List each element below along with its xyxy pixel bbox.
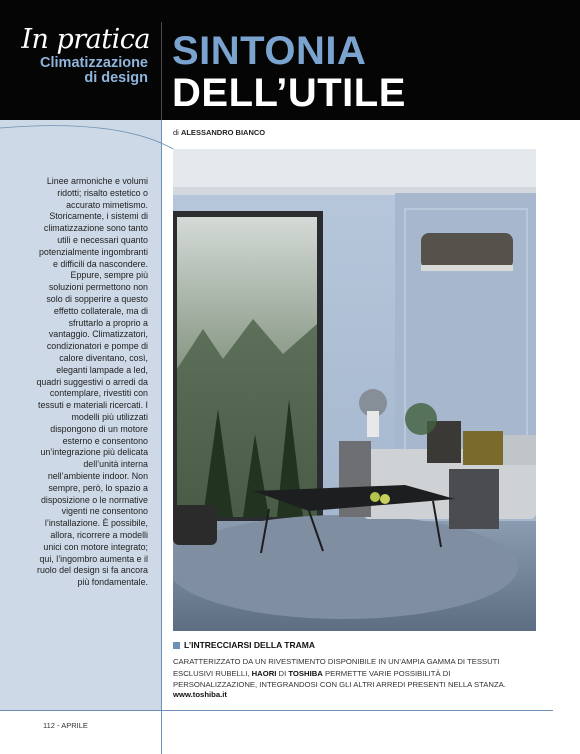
article-body: Linee armoniche e volumi ridotti; risalto estetico o accurato mimetismo. Storicamente, i sistemi di climatizzazione sono tanto utili e necessari quanto potenzialmente ingombranti e difficili da nascondere. Eppure, sempre più soluzioni permettono non solo di sopperire a questo effetto collaterale, ma di sfruttarlo a proprio a vantaggio. Climatizzatori, condizionatori e pompe di calore diventano, così, eleganti lampade a led, quadri suggestivi o arredi da contemplare, rivestiti con tessuti e materiali ricercati. I modelli più utilizzati dispongono di un motore esterno e consentono un’integrazione più delicata dell’unità interna nell’ambiente indoor. Non sempre, però, lo spazio a disposizione o le normative vigenti ne consentono l’installazione. È possibile, allora, ricorrere a modelli unici con motore integrato; qui, l’ingombro aumenta e il ruolo del design si fa ancora più fondamentale. [36, 176, 148, 588]
subsection-line-2: di design [84, 70, 148, 86]
title-line-2: DELL’UTILE [172, 71, 406, 115]
caption-brand: TOSHIBA [288, 668, 323, 678]
header-divider [161, 22, 162, 120]
caption-body [173, 656, 533, 691]
caption-title [173, 640, 315, 650]
caption-product: HAORI [251, 668, 277, 678]
header-band [0, 0, 580, 120]
vertical-rule [161, 120, 162, 754]
brand-link[interactable]: www.toshiba.it [173, 690, 227, 699]
byline-author: ALESSANDRO BIANCO [180, 128, 266, 137]
caption-text-part-2: DI [276, 668, 289, 678]
page-number: 112 - APRILE [43, 721, 88, 730]
byline [173, 128, 265, 137]
subsection-line-1: Climatizzazione [40, 55, 148, 71]
caption-title-text: L’INTRECCIARSI DELLA TRAMA [184, 640, 315, 650]
caption-marker-icon [173, 642, 180, 649]
photo-illustration [173, 149, 536, 631]
horizontal-rule [0, 710, 553, 711]
subsection-label [40, 56, 148, 86]
caption-text-part-1: CARATTERIZZATO DA UN RIVESTIMENTO DISPONIBILE IN UN’AMPIA GAMMA DI TESSUTI ESCLUSIVI RUBELLI, [173, 657, 500, 678]
section-label: In pratica [21, 24, 150, 55]
byline-prefix: di [173, 128, 179, 137]
living-room-photo [173, 149, 536, 631]
title-line-1: SINTONIA [172, 29, 367, 73]
caption-text-part-3: PERMETTE VARIE POSSIBILITÀ DI PERSONALIZZAZIONE, INTEGRANDOSI CON GLI ALTRI ARREDI PRESENTI NELLA STANZA. [173, 668, 506, 689]
